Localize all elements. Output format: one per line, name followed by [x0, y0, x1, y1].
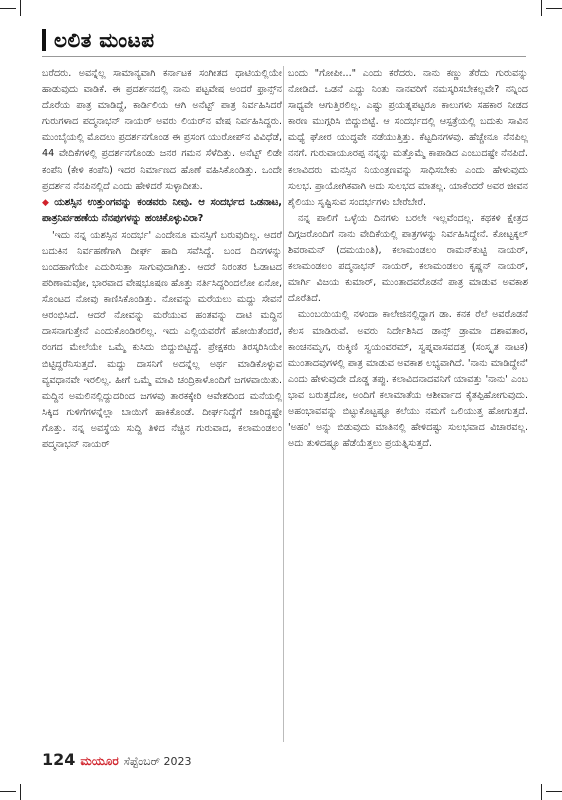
- section-title: ಲಲಿತ ಮಂಟಪ: [54, 28, 155, 52]
- header-bar: [42, 29, 46, 51]
- diamond-icon: ◆: [42, 197, 52, 208]
- section-header: [42, 28, 155, 52]
- crop-mark: [0, 8, 16, 9]
- right-column: [288, 66, 528, 452]
- crop-mark: [0, 791, 16, 792]
- crop-mark: [20, 0, 21, 16]
- interview-question: [42, 195, 282, 228]
- crop-mark: [541, 784, 542, 800]
- left-column: [42, 66, 282, 453]
- crop-mark: [20, 784, 21, 800]
- crop-mark: [541, 0, 542, 16]
- page-number: 124: [42, 750, 76, 769]
- paragraph: ನನ್ನ ಪಾಲಿಗೆ ಒಳ್ಳೆಯ ದಿನಗಳು ಬರಲೇ ಇಲ್ಲವೆಂದಲ್ಲ. ಕಥಕಳಿ ಕ್ಷೇತ್ರದ ದಿಗ್ಗಜರೊಂದಿಗೆ ನಾನು ವೇದಿಕೆಯಲ್ಲಿ ಪಾತ್ರಗಳನ್ನು ನಿರ್ವಹಿಸಿದ್ದೇನೆ. ಕೋಟ್ಟಕ್ಕಲ್ ಶಿವರಾಮನ್ (ದಮಯಂತಿ), ಕಲಾಮಂಡಲಂ ರಾಮನ್‌ಕುಟ್ಟಿ ನಾಯರ್, ಕಲಾಮಂಡಲಂ ಪದ್ಮನಾಭನ್ ನಾಯರ್, ಕಲಾಮಂಡಲಂ ಕೃಷ್ಣನ್ ನಾಯರ್, ಮಾರ್ಗಿ ವಿಜಯ ಕುಮಾರ್, ಮುಂತಾದವರೊಡನೆ ಪಾತ್ರ ಮಾಡುವ ಅವಕಾಶ ದೊರೆತಿದೆ.: [288, 212, 528, 305]
- page-footer: [42, 750, 191, 769]
- paragraph: 'ಇದು ನನ್ನ ಯಶಸ್ಸಿನ ಸಂದರ್ಭ' ಎಂದೇನೂ ಮನಸ್ಸಿಗೆ ಬರುವುದಿಲ್ಲ. ಆದರೆ ಬದುಕಿನ ನಿರ್ವಹಣೆಗಾಗಿ ದೀರ್ಘ ಹಾದಿ ಸವೆಸಿದ್ದೆ. ಬಂದ ದಿನಗಳನ್ನು ಬಂದಹಾಗೆಯೇ ಎದುರಿಸುತ್ತಾ ಸಾಗುವುದಾಗಿತ್ತು. ಆದರೆ ನಿರಂತರ ಓಡಾಟದ ಪರಿಣಾಮವೋ, ಭಾರವಾದ ವೇಷಭೂಷಣ ಹೊತ್ತು ನರ್ತಿಸಿದ್ದರಿಂದಲೋ ಏನೋ, ಸೊಂಟದ ನೋವು ಕಾಣಿಸಿಕೊಂಡಿತ್ತು. ನೋವನ್ನು ಮರೆಯಲು ಮದ್ದು ಸೇವನೆ ಆರಂಭಿಸಿದೆ. ಆದರೆ ನೋವನ್ನು ಮರೆಯುವ ಹಂತವನ್ನು ದಾಟಿ ಮದ್ದಿನ ದಾಸನಾಗುತ್ತೇನೆ ಎಂದುಕೊಂಡಿರಲಿಲ್ಲ. ಇದು ಎಲ್ಲಿಯವರೆಗೆ ಹೋಯಿತೆಂದರೆ, ರಂಗದ ಮೇಲೆಯೇ ಒಮ್ಮೆ ಕುಸಿದು ಬಿದ್ದುಬಿಟ್ಟಿದ್ದೆ. ಪ್ರೇಕ್ಷಕರು ತಿರಸ್ಕರಿಸಿಯೇ ಬಿಟ್ಟಿದ್ದರೆನಿಸುತ್ತದೆ. ಮದ್ದು ದಾಸನಿಗೆ ಅದನ್ನೆಲ್ಲ ಅರ್ಥ ಮಾಡಿಕೊಳ್ಳುವ ವ್ಯವಧಾನವೇ ಇರಲಿಲ್ಲ. ಹೀಗೆ ಒಮ್ಮೆ ಮಾವಿ ಚಂದ್ರಿಕಾಳೊಂದಿಗೆ ಜಗಳವಾಯಿತು. ಮದ್ದಿನ ಅಮಲಿನಲ್ಲಿದ್ದುದರಿಂದ ಜಗಳವು ತಾರಕಕ್ಕೇರಿ ಆವೇಶದಿಂದ ಮನೆಯಲ್ಲಿ ಸಿಕ್ಕಿದ ಗುಳಿಗೆಗಳನ್ನೆಲ್ಲಾ ಬಾಯಿಗೆ ಹಾಕಿಕೊಂಡೆ. ದೀರ್ಘನಿದ್ದೆಗೆ ಜಾರಿದ್ದಷ್ಟೇ ಗೊತ್ತು. ನನ್ನ ಅವಸ್ಥೆಯ ಸುದ್ದಿ ತಿಳಿದ ನೆಚ್ಚಿನ ಗುರುವಾದ, ಕಲಾಮಂಡಲಂ ಪದ್ಮನಾಭನ್ ನಾಯರ್: [42, 229, 282, 450]
- question-text: ಯಶಸ್ಸಿನ ಉತ್ತುಂಗವನ್ನು ಕಂಡವರು ನೀವು. ಆ ಸಂದರ್ಭದ ಒಡನಾಟ, ಪಾತ್ರನಿರ್ವಹಣೆಯ ನೆನಪುಗಳನ್ನು ಹಂಚಿಕೊಳ್ಳುವಿರಾ?: [42, 196, 282, 225]
- paragraph: ಬರೆದರು. ಅವನ್ನೆಲ್ಲ ಸಾಮಾನ್ಯವಾಗಿ ಕರ್ನಾಟಕ ಸಂಗೀತದ ಧಾಟಿಯಲ್ಲಿಯೇ ಹಾಡುವುದು ವಾಡಿಕೆ. ಈ ಪ್ರದರ್ಶನದಲ್ಲಿ ನಾನು ಪಟ್ಟವೇಷ ಅಂದರೆ ಫ್ರಾನ್ಸ್‌ನ ದೊರೆಯ ಪಾತ್ರ ಮಾಡಿದ್ದೆ, ಕಾರ್ಡಿಲಿಯ ಆಗಿ ಅನೆಟ್ಟ್ ಪಾತ್ರ ನಿರ್ವಹಿಸಿದರೆ ಗುರುಗಳಾದ ಪದ್ಮನಾಭನ್ ನಾಯರ್ ಅವರು ಲಿಯರ್‌ನ ವೇಷ ನಿರ್ವಹಿಸಿದ್ದರು. ಮುಂಬೈಯಲ್ಲಿ ಮೊದಲು ಪ್ರದರ್ಶನಗೊಂಡ ಈ ಪ್ರಸಂಗ ಯುರೋಪ್‌ನ ವಿವಿಧೆಡೆ, 44 ವೇದಿಕೆಗಳಲ್ಲಿ ಪ್ರದರ್ಶನಗೊಂಡು ಜನರ ಗಮನ ಸೆಳೆದಿತ್ತು. ಅನೆಟ್ಟ್ ಲಿಡೇ ಕಂಪೆನಿ (ಕೇಳಿ ಕಂಪೆನಿ) ಇದರ ನಿರ್ಮಾಣದ ಹೊಣೆ ವಹಿಸಿಕೊಂಡಿತ್ತು. ಒಂದೇ ಪ್ರದರ್ಶನ ನೆನಪಿನಲ್ಲಿದೆ ಎಂದು ಹೇಳಿದರೆ ಸುಳ್ಳಾದೀತು.: [42, 68, 282, 192]
- header-rule: [42, 56, 526, 57]
- paragraph: ಮುಂಬಯಿಯಲ್ಲಿ ನಳಂದಾ ಕಾಲೇಜಿನಲ್ಲಿದ್ದಾಗ ಡಾ. ಕನಕ ರೆಲೆ ಅವರೊಡನೆ ಕೆಲಸ ಮಾಡಿರುವೆ. ಅವರು ನಿರ್ದೇಶಿಸಿದ ಡಾನ್ಸ್ ಡ್ರಾಮಾ ದಶಾವತಾರ, ಕಾಂಚನಮೃಗ, ರುಕ್ಮಿಣಿ ಸ್ವಯಂವರಮ್, ಸ್ವಪ್ನವಾಸವದತ್ತ (ಸಂಸ್ಕೃತ ನಾಟಕ) ಮುಂತಾದವುಗಳಲ್ಲಿ ಪಾತ್ರ ಮಾಡುವ ಅವಕಾಶ ಲಭ್ಯವಾಗಿದೆ. 'ನಾನು ಮಾಡಿದ್ದೇನೆ' ಎಂದು ಹೇಳುವುದೇ ದೊಡ್ಡ ತಪ್ಪು. ಕಲಾವಿದನಾದವನಿಗೆ ಯಾವತ್ತು 'ನಾನು' ಎಂಬ ಭಾವ ಬರುತ್ತದೋ, ಅಂದಿಗೆ ಕಲಾಮಾತೆಯ ಆಶೀರ್ವಾದ ಕೈತಪ್ಪಿಹೋಗುವುದು. ಅಹಂಭಾವವನ್ನು ಬಿಟ್ಟುಕೊಟ್ಟಷ್ಟೂ ಕಲೆಯು ನಮಗೆ ಒಲಿಯುತ್ತ ಹೋಗುತ್ತದೆ. 'ಅಹಂ' ಅನ್ನು ಬಿಡುವುದು ಮಾತಿನಲ್ಲಿ ಹೇಳಿದಷ್ಟು ಸುಲಭವಾದ ವಿಚಾರವಲ್ಲ. ಅದು ತುಳಿದಷ್ಟೂ ಹೆಡೆಯೆತ್ತಲು ಪ್ರಯತ್ನಿಸುತ್ತದೆ.: [288, 309, 528, 450]
- magazine-logo: ಮಯೂರ: [80, 754, 119, 768]
- crop-mark: [546, 791, 562, 792]
- issue-month: ಸೆಪ್ಟೆಂಬರ್ 2023: [123, 755, 192, 768]
- column-divider: [283, 66, 284, 742]
- paragraph: ಬಂದು "ಗೋಪೀ..." ಎಂದು ಕರೆದರು. ನಾನು ಕಣ್ಣು ತೆರೆದು ಗುರುವನ್ನು ನೋಡಿದೆ. ಒಡನೆ ಎದ್ದು ನಿಂತು ನಾನವರಿಗೆ ನಮಸ್ಕರಿಸಬೇಕಲ್ಲವೇ? ನನ್ನಿಂದ ಸಾಧ್ಯವೇ ಆಗುತ್ತಿರಲಿಲ್ಲ. ಎಷ್ಟು ಪ್ರಯತ್ನಪಟ್ಟರೂ ಕಾಲುಗಳು ಸಹಕಾರ ನೀಡದ ಕಾರಣ ಮುಗ್ಗರಿಸಿ ಬಿದ್ದುಬಿಟ್ಟೆ. ಆ ಸಂದರ್ಭದಲ್ಲಿ ಆಸ್ಪತ್ರೆಯಲ್ಲಿ ಬದುಕು ಸಾವಿನ ಮಧ್ಯೆ ಘೋರ ಯುದ್ಧವೇ ನಡೆಯುತ್ತಿತ್ತು. ಕೆಟ್ಟದಿನಗಳವು. ಹೆಚ್ಚೇನೂ ನೆನಪಿಲ್ಲ ನನಗೆ. ಗುರುವಾಯೂರಪ್ಪ ನನ್ನನ್ನು ಮತ್ತೊಮ್ಮೆ ಕಾಪಾಡಿದ ಎಂಬುದಷ್ಟೇ ನೆನಪಿದೆ. ಕಲಾವಿದರು ಮನಸ್ಸಿನ ನಿಯಂತ್ರಣವನ್ನು ಸಾಧಿಸಬೇಕು ಎಂದು ಹೇಳುವುದು ಸುಲಭ. ಪ್ರಾಯೋಗಿಕವಾಗಿ ಅದು ಸುಲಭದ ಮಾತಲ್ಲ. ಯಾಕೆಂದರೆ ಅವರ ಜೀವನ ಶೈಲಿಯು ಸೃಷ್ಟಿಸುವ ಸಂದರ್ಭಗಳು ಬೇರೆಬೇರೆ.: [288, 68, 528, 208]
- crop-mark: [546, 8, 562, 9]
